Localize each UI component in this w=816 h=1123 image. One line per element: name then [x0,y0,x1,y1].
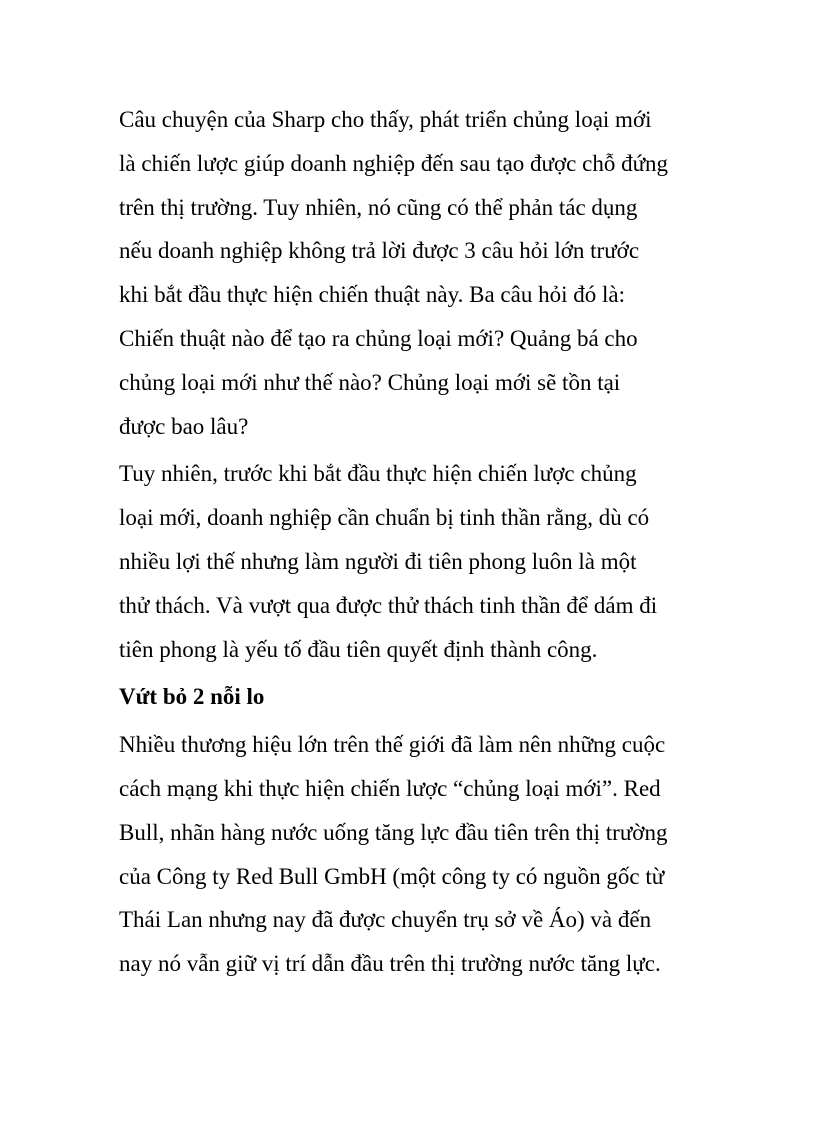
text-line: khi bắt đầu thực hiện chiến thuật này. Ba câu hỏi đó là: [119,282,625,308]
text-line: trên thị trường. Tuy nhiên, nó cũng có thể phản tác dụng [119,194,638,220]
text-line: thử thách. Và vượt qua được thử thách tinh thần để dám đi [119,592,658,618]
section-heading [119,675,719,719]
text-line: được bao lâu? [119,413,249,439]
text-line: loại mới, doanh nghiệp cần chuẩn bị tinh thần rằng, dù có [119,505,650,531]
paragraph-pioneer-challenge [119,452,719,671]
text-line: Thái Lan nhưng nay đã được chuyển trụ sở về Áo) và đến [119,907,652,933]
text-line: nếu doanh nghiệp không trả lời được 3 câu hỏi lớn trước [119,238,640,264]
paragraph-red-bull [119,723,719,986]
text-line: nay nó vẫn giữ vị trí dẫn đầu trên thị trường nước tăng lực. [119,951,661,977]
text-line: nhiều lợi thế nhưng làm người đi tiên phong luôn là một [119,548,637,574]
paragraph-sharp-story [119,98,719,448]
text-line: tiên phong là yếu tố đầu tiên quyết định thành công. [119,636,598,662]
text-line: là chiến lược giúp doanh nghiệp đến sau tạo được chỗ đứng [119,150,669,176]
text-line: Câu chuyện của Sharp cho thấy, phát triển chủng loại mới [119,107,652,132]
text-line: của Công ty Red Bull GmbH (một công ty có nguồn gốc từ [119,863,665,889]
text-line: Chiến thuật nào để tạo ra chủng loại mới? Quảng bá cho [119,325,638,351]
text-line: Tuy nhiên, trước khi bắt đầu thực hiện chiến lược chủng [119,461,637,487]
text-line: Nhiều thương hiệu lớn trên thế giới đã làm nên những cuộc [119,732,666,758]
text-line: chủng loại mới như thế nào? Chủng loại mới sẽ tồn tại [119,369,621,395]
text-line: Bull, nhãn hàng nước uống tăng lực đầu tiên trên thị trường [119,819,668,845]
text-line: cách mạng khi thực hiện chiến lược “chủng loại mới”. Red [119,775,661,801]
document-body [119,98,719,986]
heading-text: Vứt bỏ 2 nỗi lo [119,684,265,710]
